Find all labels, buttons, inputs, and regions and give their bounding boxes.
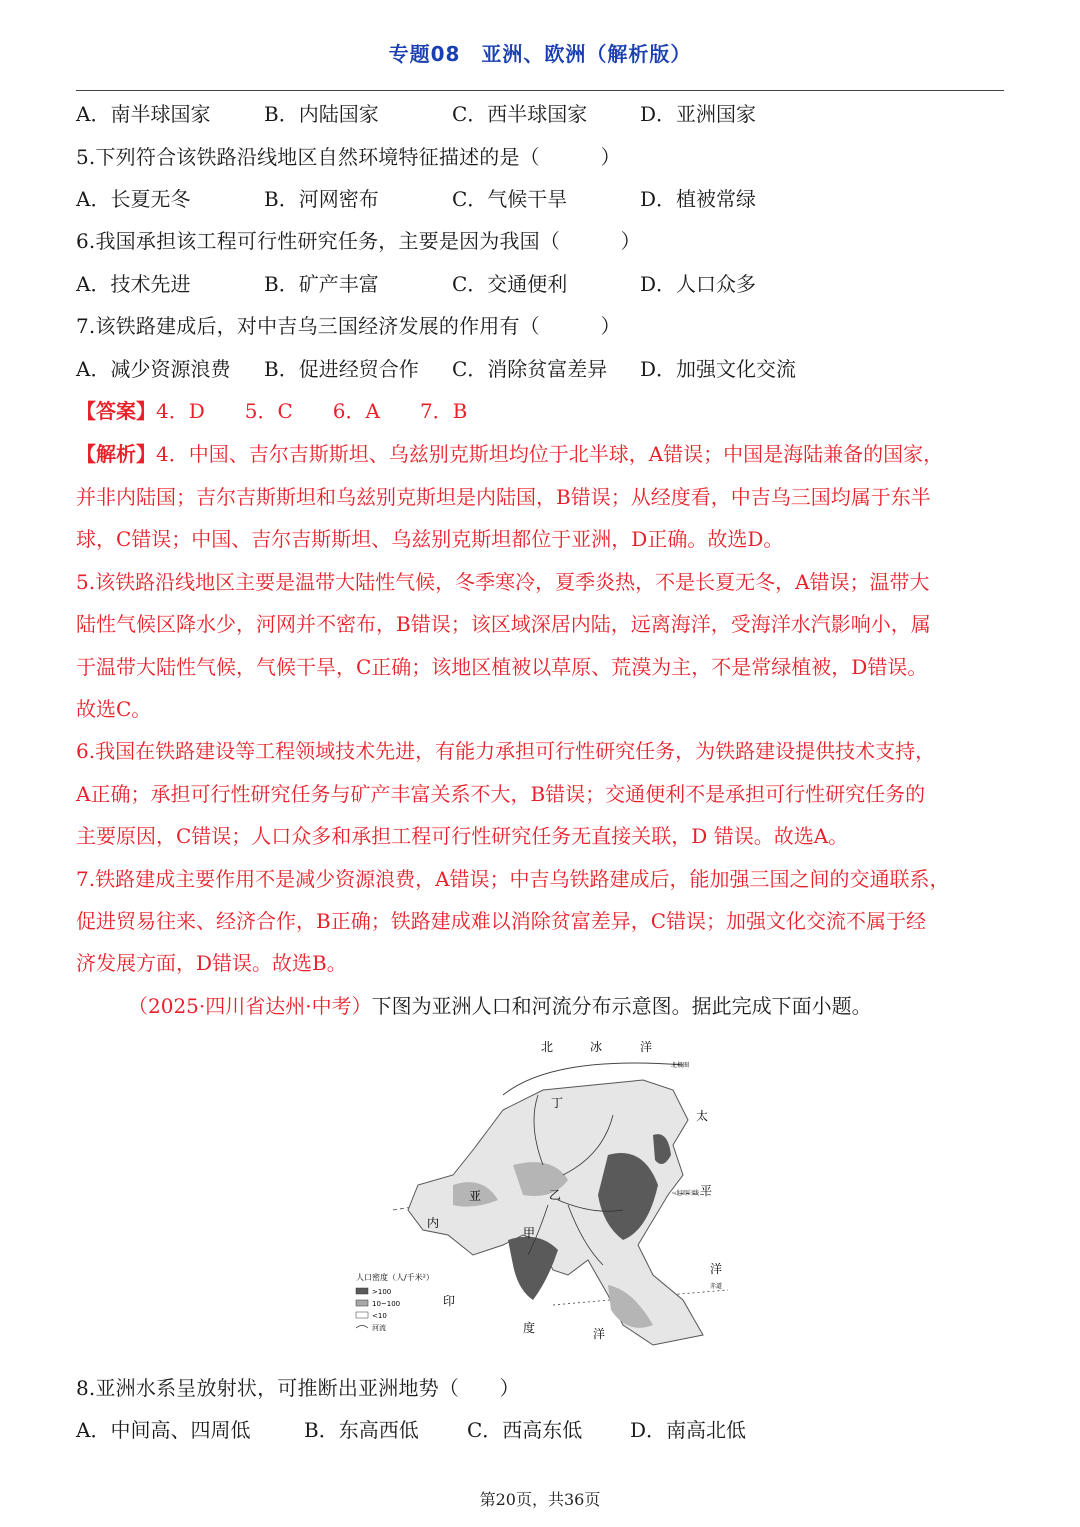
map-label-tropic: 北回归线 <box>675 1190 700 1197</box>
q7-stem: 7.该铁路建成后，对中吉乌三国经济发展的作用有（ ） <box>76 314 621 338</box>
q8-option-b[interactable]: B．东高西低 <box>304 1418 419 1442</box>
page-header-title: 专题08 亚洲、欧洲（解析版） <box>388 42 692 66</box>
q7-options <box>76 357 796 381</box>
q8-option-a[interactable]: A．中间高、四周低 <box>76 1418 251 1442</box>
analysis-text-1: 4．中国、吉尔吉斯斯坦、乌兹别克斯坦均位于北半球，A错误；中国是海陆兼备的国家， <box>156 442 944 466</box>
analysis-line-12: 促进贸易往来、经济合作，B正确；铁路建成难以消除贫富差异，C错误；加强文化交流不属于经 <box>76 909 926 933</box>
q4-option-b[interactable]: B．内陆国家 <box>264 102 379 126</box>
legend-item-medium: 10~100 <box>372 1300 401 1308</box>
q8-stem: 8.亚洲水系呈放射状，可推断出亚洲地势（ ） <box>76 1376 520 1400</box>
q6-option-c[interactable]: C．交通便利 <box>452 272 568 296</box>
q8-option-c[interactable]: C．西高东低 <box>467 1418 583 1442</box>
map-label-bing: 冰 <box>590 1040 603 1054</box>
analysis-line-10: 主要原因，C错误；人口众多和承担工程可行性研究任务无直接关联，D 错误。故选A。 <box>76 824 849 848</box>
q7-option-a[interactable]: A．减少资源浪费 <box>76 357 231 381</box>
map-label-nei: 内 <box>427 1216 440 1230</box>
q8-options <box>76 1418 746 1442</box>
q5-option-a[interactable]: A．长夏无冬 <box>76 187 191 211</box>
asia-population-map <box>353 1035 728 1360</box>
q5-options <box>76 187 756 211</box>
page-number: 第20页，共36页 <box>479 1490 601 1509</box>
analysis-line-1 <box>76 442 943 466</box>
q7-option-c[interactable]: C．消除贫富差异 <box>452 357 608 381</box>
analysis-line-6: 于温带大陆性气候，气候干旱，C正确；该地区植被以草原、荒漠为主，不是常绿植被，D错误。 <box>76 655 928 679</box>
question-intro <box>128 994 872 1018</box>
map-label-yang-south: 洋 <box>593 1327 606 1341</box>
legend-swatch-high <box>356 1288 368 1294</box>
analysis-line-2: 并非内陆国；吉尔吉斯斯坦和乌兹别克斯坦是内陆国，B错误；从经度看，中吉乌三国均属于东半 <box>76 485 931 509</box>
map-label-yang-north: 洋 <box>640 1040 653 1054</box>
question-source: （2025·四川省达州·中考） <box>128 994 372 1018</box>
answer-text: 4．D 5．C 6．A 7．B <box>156 399 468 423</box>
q6-option-b[interactable]: B．矿产丰富 <box>264 272 379 296</box>
q4-options <box>76 102 756 126</box>
asia-map-svg <box>353 1035 728 1360</box>
map-label-tai: 太 <box>696 1109 709 1123</box>
q5-option-b[interactable]: B．河网密布 <box>264 187 379 211</box>
map-label-bei: 北 <box>541 1040 554 1054</box>
map-label-du: 度 <box>523 1321 536 1335</box>
answer-label: 【答案】 <box>76 399 156 423</box>
question-intro-text: 下图为亚洲人口和河流分布示意图。据此完成下面小题。 <box>371 994 872 1018</box>
legend-item-river: 河流 <box>372 1324 386 1332</box>
q4-option-a[interactable]: A．南半球国家 <box>76 102 211 126</box>
analysis-line-8: 6.我国在铁路建设等工程领域技术先进，有能力承担可行性研究任务，为铁路建设提供技术支持， <box>76 739 936 763</box>
map-label-yi: 乙 <box>549 1188 562 1202</box>
map-label-ping: 平 <box>700 1184 713 1198</box>
map-label-equator: 赤道 <box>710 1283 723 1290</box>
q7-option-b[interactable]: B．促进经贸合作 <box>264 357 419 381</box>
q4-option-d[interactable]: D．亚洲国家 <box>640 102 757 126</box>
q6-stem: 6.我国承担该工程可行性研究任务，主要是因为我国（ ） <box>76 229 641 253</box>
legend-swatch-low <box>356 1312 368 1318</box>
legend-item-low: <10 <box>372 1312 387 1320</box>
q5-option-d[interactable]: D．植被常绿 <box>640 187 757 211</box>
answer-line <box>76 399 467 423</box>
q6-option-d[interactable]: D．人口众多 <box>640 272 757 296</box>
analysis-line-5: 陆性气候区降水少，河网并不密布，B错误；该区域深居内陆，远离海洋，受海洋水汽影响小，属 <box>76 612 931 636</box>
analysis-line-4: 5.该铁路沿线地区主要是温带大陆性气候，冬季寒冷，夏季炎热，不是长夏无冬，A错误；温带大 <box>76 570 930 594</box>
legend-swatch-medium <box>356 1300 368 1306</box>
q7-option-d[interactable]: D．加强文化交流 <box>640 357 797 381</box>
analysis-label: 【解析】 <box>76 442 156 466</box>
map-label-ya: 亚 <box>469 1189 482 1203</box>
map-label-jia: 甲 <box>523 1226 536 1240</box>
map-label-yang-east: 洋 <box>710 1262 723 1276</box>
legend-title: 人口密度（人/千米²） <box>356 1273 434 1282</box>
map-label-yin: 印 <box>443 1294 456 1308</box>
analysis-line-11: 7.铁路建成主要作用不是减少资源浪费，A错误；中吉乌铁路建成后，能加强三国之间的交通联系， <box>76 867 950 891</box>
q4-option-c[interactable]: C．西半球国家 <box>452 102 588 126</box>
analysis-line-13: 济发展方面，D错误。故选B。 <box>76 951 347 975</box>
q6-option-a[interactable]: A．技术先进 <box>76 272 191 296</box>
map-label-ding: 丁 <box>551 1096 564 1110</box>
map-label-arctic-circle: 北极圈 <box>671 1062 690 1069</box>
analysis-line-9: A正确；承担可行性研究任务与矿产丰富关系不大，B错误；交通便利不是承担可行性研究任务的 <box>76 782 926 806</box>
analysis-line-7: 故选C。 <box>76 697 152 721</box>
header-divider <box>76 90 1004 91</box>
analysis-line-3: 球，C错误；中国、吉尔吉斯斯坦、乌兹别克斯坦都位于亚洲，D正确。故选D。 <box>76 527 784 551</box>
q5-option-c[interactable]: C．气候干旱 <box>452 187 568 211</box>
q8-option-d[interactable]: D．南高北低 <box>630 1418 747 1442</box>
q6-options <box>76 272 756 296</box>
q5-stem: 5.下列符合该铁路沿线地区自然环境特征描述的是（ ） <box>76 145 621 169</box>
legend-item-high: >100 <box>372 1288 392 1296</box>
